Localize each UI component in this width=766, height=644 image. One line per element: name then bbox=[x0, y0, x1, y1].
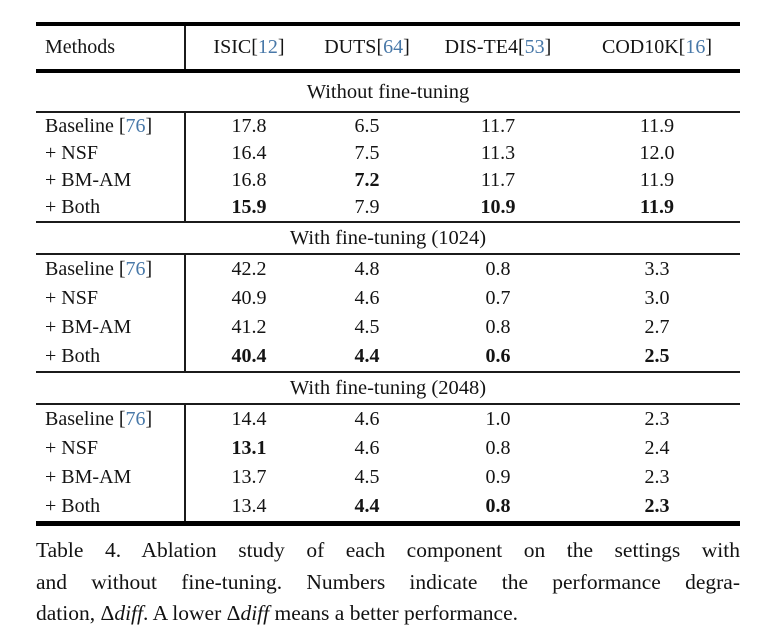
caption-delta-diff: diff bbox=[240, 601, 270, 625]
table-row bbox=[36, 284, 740, 313]
metric-value: 12.0 bbox=[639, 142, 675, 164]
method-label bbox=[36, 113, 186, 140]
metric-value: 0.6 bbox=[485, 345, 511, 367]
citation-link[interactable]: 76 bbox=[125, 408, 146, 430]
metric-value: 7.9 bbox=[354, 196, 380, 218]
citation-link[interactable]: 12 bbox=[257, 36, 278, 58]
method-label bbox=[36, 463, 186, 492]
cite-close: ] bbox=[544, 36, 552, 58]
cite-close: ] bbox=[403, 36, 410, 58]
metric-value: 40.4 bbox=[231, 345, 267, 367]
method-name: + Both bbox=[45, 495, 101, 517]
metric-value: 4.6 bbox=[354, 287, 380, 309]
caption-text: dation, Δ bbox=[36, 601, 115, 625]
metric-value: 17.8 bbox=[231, 115, 267, 137]
method-label bbox=[36, 284, 186, 313]
metric-value: 0.8 bbox=[485, 258, 511, 280]
metric-value: 4.6 bbox=[354, 437, 380, 459]
metric-value: 4.4 bbox=[354, 495, 380, 517]
section-rows bbox=[36, 113, 740, 221]
metric-value: 3.0 bbox=[644, 287, 670, 309]
caption-line-3 bbox=[36, 598, 740, 630]
table-row bbox=[36, 140, 740, 167]
table-row bbox=[36, 405, 740, 434]
metric-value: 7.5 bbox=[354, 142, 380, 164]
method-name: + NSF bbox=[45, 437, 98, 459]
method-name: + BM-AM bbox=[45, 466, 132, 488]
method-name: Baseline bbox=[45, 258, 114, 280]
cite-open: [ bbox=[113, 408, 126, 430]
metric-value: 16.8 bbox=[231, 169, 267, 191]
section-title: Without fine-tuning bbox=[306, 80, 470, 103]
section-title-finetuning-1024 bbox=[36, 223, 740, 253]
cite-open: [ bbox=[678, 36, 686, 58]
caption-text: means a better performance. bbox=[269, 601, 519, 625]
table-row bbox=[36, 434, 740, 463]
citation-link[interactable]: 76 bbox=[125, 115, 146, 137]
method-name: + Both bbox=[45, 196, 101, 218]
metric-value: 0.8 bbox=[485, 316, 511, 338]
table-row bbox=[36, 342, 740, 371]
section-rows bbox=[36, 255, 740, 371]
cite-close: ] bbox=[145, 258, 153, 280]
section-title: With fine-tuning (2048) bbox=[289, 376, 487, 399]
metric-value: 2.4 bbox=[644, 437, 670, 459]
method-name: + BM-AM bbox=[45, 169, 132, 191]
metric-value: 0.9 bbox=[485, 466, 511, 488]
method-label bbox=[36, 194, 186, 221]
table-row bbox=[36, 167, 740, 194]
column-name: ISIC bbox=[213, 36, 252, 58]
method-name: Baseline bbox=[45, 115, 114, 137]
caption-text: . A lower Δ bbox=[143, 601, 241, 625]
metric-value: 4.4 bbox=[354, 345, 380, 367]
caption-line-1: Table 4. Ablation study of each component on the settings with bbox=[36, 538, 740, 562]
metric-value: 11.9 bbox=[640, 196, 674, 218]
citation-link[interactable]: 64 bbox=[383, 36, 404, 58]
method-label bbox=[36, 313, 186, 342]
metric-value: 41.2 bbox=[231, 316, 267, 338]
methods-label: Methods bbox=[45, 36, 115, 58]
method-label bbox=[36, 434, 186, 463]
metric-value: 11.9 bbox=[639, 169, 675, 191]
cite-open: [ bbox=[113, 258, 126, 280]
citation-link[interactable]: 16 bbox=[685, 36, 706, 58]
metric-value: 11.7 bbox=[480, 115, 516, 137]
section-rows bbox=[36, 405, 740, 521]
section-title-without-finetuning bbox=[36, 73, 740, 111]
method-label bbox=[36, 492, 186, 521]
metric-value: 42.2 bbox=[231, 258, 267, 280]
table-row bbox=[36, 313, 740, 342]
metric-value: 2.5 bbox=[644, 345, 670, 367]
table-row bbox=[36, 113, 740, 140]
citation-link[interactable]: 76 bbox=[125, 258, 146, 280]
table-row bbox=[36, 463, 740, 492]
cite-close: ] bbox=[145, 115, 153, 137]
metric-value: 2.7 bbox=[644, 316, 670, 338]
method-name: + Both bbox=[45, 345, 101, 367]
cite-close: ] bbox=[277, 36, 285, 58]
metric-value: 6.5 bbox=[354, 115, 380, 137]
metric-value: 11.9 bbox=[639, 115, 675, 137]
section-title: With fine-tuning (1024) bbox=[289, 226, 487, 249]
column-header-isic bbox=[186, 26, 312, 69]
method-label bbox=[36, 140, 186, 167]
metric-value: 4.8 bbox=[354, 258, 380, 280]
metric-value: 7.2 bbox=[354, 169, 380, 191]
metric-value: 4.5 bbox=[354, 466, 380, 488]
metric-value: 13.7 bbox=[231, 466, 267, 488]
metric-value: 13.1 bbox=[231, 437, 267, 459]
column-name: DUTS bbox=[324, 36, 377, 58]
table-row bbox=[36, 255, 740, 284]
method-label bbox=[36, 167, 186, 194]
metric-value: 16.4 bbox=[231, 142, 267, 164]
column-header-cod10k bbox=[574, 26, 740, 69]
cite-close: ] bbox=[705, 36, 712, 58]
metric-value: 2.3 bbox=[644, 495, 670, 517]
metric-value: 3.3 bbox=[644, 258, 670, 280]
metric-value: 15.9 bbox=[231, 196, 267, 218]
method-label bbox=[36, 405, 186, 434]
metric-value: 4.6 bbox=[354, 408, 380, 430]
column-name: DIS-TE4 bbox=[444, 36, 518, 58]
method-name: + BM-AM bbox=[45, 316, 132, 338]
column-header-duts bbox=[312, 26, 422, 69]
cite-close: ] bbox=[145, 408, 153, 430]
column-name: COD10K bbox=[601, 36, 679, 58]
metric-value: 11.7 bbox=[480, 169, 516, 191]
cite-open: [ bbox=[517, 36, 525, 58]
metric-value: 0.8 bbox=[485, 495, 511, 517]
table-row bbox=[36, 492, 740, 521]
metric-value: 11.3 bbox=[480, 142, 516, 164]
metric-value: 0.7 bbox=[485, 287, 511, 309]
method-label bbox=[36, 342, 186, 371]
column-header-dis-te4 bbox=[422, 26, 574, 69]
metric-value: 4.5 bbox=[354, 316, 380, 338]
cite-open: [ bbox=[113, 115, 126, 137]
table-caption bbox=[36, 535, 740, 630]
metric-value: 2.3 bbox=[644, 466, 670, 488]
caption-line-2: and without fine-tuning. Numbers indicate the performance degra- bbox=[36, 569, 740, 594]
cite-open: [ bbox=[251, 36, 258, 58]
table-header-row bbox=[36, 26, 740, 69]
metric-value: 0.8 bbox=[485, 437, 511, 459]
caption-delta-diff: diff bbox=[114, 601, 143, 625]
method-name: + NSF bbox=[45, 142, 98, 164]
method-name: Baseline bbox=[45, 408, 114, 430]
ablation-table bbox=[36, 22, 740, 526]
metric-value: 40.9 bbox=[231, 287, 267, 309]
column-header-methods bbox=[36, 26, 186, 69]
section-title-finetuning-2048 bbox=[36, 373, 740, 403]
table-row bbox=[36, 194, 740, 221]
metric-value: 1.0 bbox=[485, 408, 511, 430]
metric-value: 13.4 bbox=[231, 495, 267, 517]
method-label bbox=[36, 255, 186, 284]
metric-value: 14.4 bbox=[231, 408, 267, 430]
citation-link[interactable]: 53 bbox=[524, 36, 545, 58]
cite-open: [ bbox=[376, 36, 384, 58]
metric-value: 10.9 bbox=[480, 196, 516, 218]
method-name: + NSF bbox=[45, 287, 98, 309]
table-rule-bottom bbox=[36, 521, 740, 526]
metric-value: 2.3 bbox=[644, 408, 670, 430]
